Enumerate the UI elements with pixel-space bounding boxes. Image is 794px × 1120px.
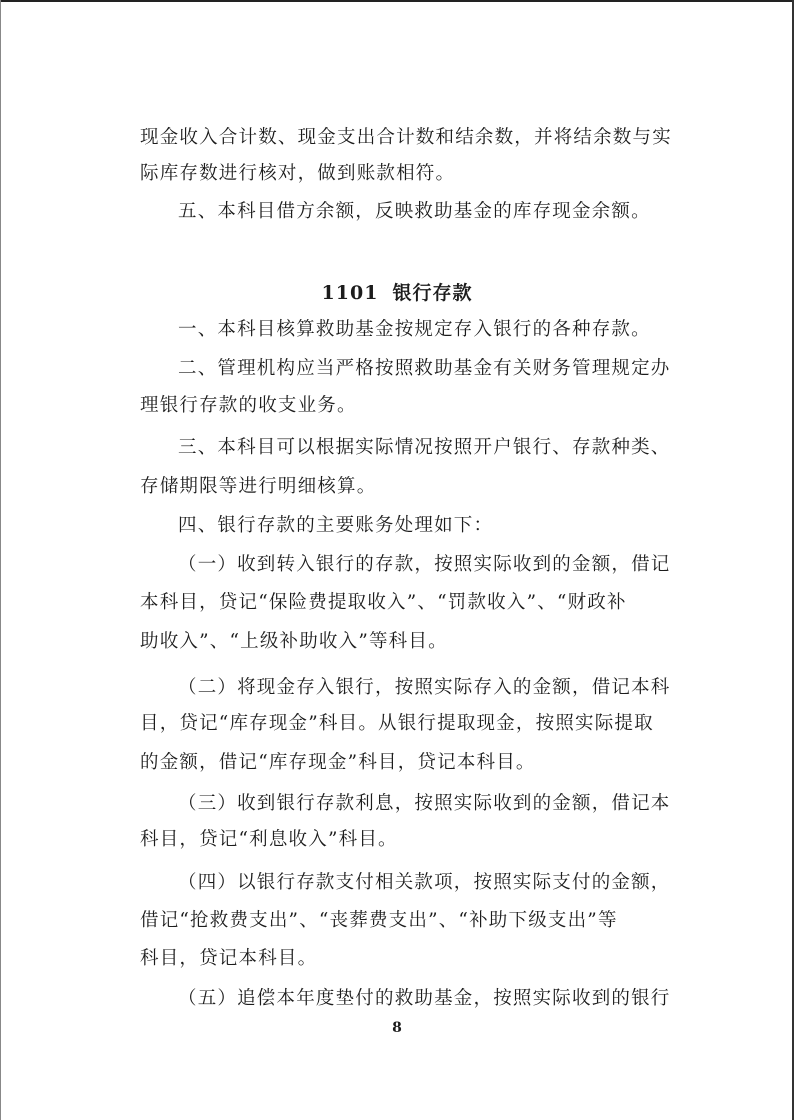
text-line: 二、管理机构应当严格按照救助基金有关财务管理规定办 <box>178 358 671 379</box>
text-line: 五、本科目借方余额，反映救助基金的库存现金余额。 <box>178 201 651 222</box>
text-line: （五）追偿本年度垫付的救助基金，按照实际收到的银行 <box>178 988 671 1009</box>
text-line: 三、本科目可以根据实际情况按照开户银行、存款种类、 <box>178 437 671 458</box>
scan-edge-left <box>0 0 1 1120</box>
text-line: （三）收到银行存款利息，按照实际收到的金额，借记本 <box>178 793 671 814</box>
scan-edge-top <box>0 0 794 2</box>
section-title: 银行存款 <box>392 282 473 304</box>
text-line: （一）收到转入银行的存款，按照实际收到的金额，借记 <box>178 554 671 575</box>
text-line: 本科目，贷记“保险费提取收入”、“罚款收入”、“财政补 <box>140 592 627 613</box>
text-line: 四、银行存款的主要账务处理如下： <box>178 515 494 536</box>
text-line: 科目，贷记“利息收入”科目。 <box>140 829 398 850</box>
text-line: 借记“抢救费支出”、“丧葬费支出”、“补助下级支出”等 <box>140 910 618 931</box>
text-line: 助收入”、“上级补助收入”等科目。 <box>140 631 448 652</box>
text-line: 的金额，借记“库存现金”科目，贷记本科目。 <box>140 752 536 773</box>
text-line: 际库存数进行核对，做到账款相符。 <box>140 163 456 184</box>
text-line: （四）以银行存款支付相关款项，按照实际支付的金额， <box>178 872 671 893</box>
text-line: 一、本科目核算救助基金按规定存入银行的各种存款。 <box>178 319 651 340</box>
section-code: 1101 <box>321 282 379 304</box>
section-heading <box>0 280 794 306</box>
text-line: 科目，贷记本科目。 <box>140 948 318 969</box>
text-line: （二）将现金存入银行，按照实际存入的金额，借记本科 <box>178 677 671 698</box>
text-line: 目，贷记“库存现金”科目。从银行提取现金，按照实际提取 <box>140 713 654 734</box>
text-line: 现金收入合计数、现金支出合计数和结余数，并将结余数与实 <box>140 127 672 148</box>
page-number: 8 <box>392 1020 402 1036</box>
text-line: 存储期限等进行明细核算。 <box>140 476 377 497</box>
text-line: 理银行存款的收支业务。 <box>140 395 357 416</box>
